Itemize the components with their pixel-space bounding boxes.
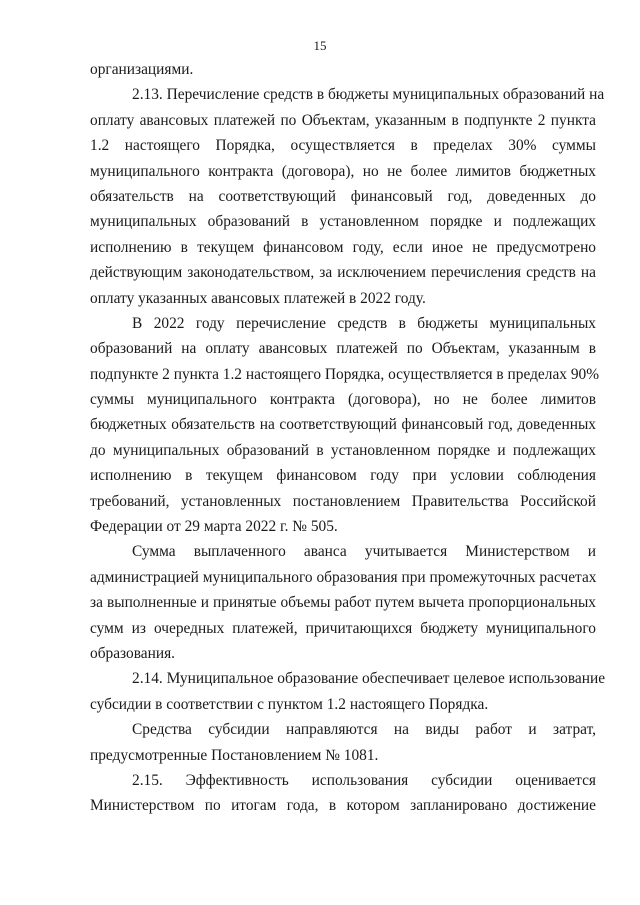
text-line: муниципального контракта (договора), но не более лимитов бюджетных [90,162,596,180]
text-line: за выполненные и принятые объемы работ путем вычета пропорциональных [90,594,596,612]
text-line: субсидии в соответствии с пунктом 1.2 настоящего Порядка. [90,695,489,713]
text-line: Сумма выплаченного аванса учитывается Министерством и [132,543,596,561]
text-line: исполнению в текущем финансовом году, если иное не предусмотрено [90,238,596,256]
text-line: до муниципальных образований в установленном порядке и подлежащих [90,441,596,459]
text-line: Министерством по итогам года, в котором запланировано достижение [90,797,596,815]
text-line: суммы муниципального контракта (договора), но не более лимитов [90,391,596,409]
text-line: Средства субсидии направляются на виды работ и затрат, [132,721,596,739]
text-line: В 2022 году перечисление средств в бюджеты муниципальных [132,314,596,332]
text-line: обязательств на соответствующий финансовый год, доведенных до [90,187,596,205]
text-line: 2.15. Эффективность использования субсидии оценивается [132,771,596,789]
text-line: подпункте 2 пункта 1.2 настоящего Порядка, осуществляется в пределах 90% [90,365,600,383]
text-line: образования. [90,644,176,662]
text-line: образований на оплату авансовых платежей по Объектам, указанным в [90,340,596,358]
text-line: сумм из очередных платежей, причитающихся бюджету муниципального [90,619,596,637]
page-number: 15 [313,38,327,53]
text-line: действующим законодательством, за исключением перечисления средств на [90,264,596,282]
text-line: требований, установленных постановлением Правительства Российской [90,492,596,510]
text-line: оплату авансовых платежей по Объектам, указанным в подпункте 2 пункта [90,111,596,129]
text-line: бюджетных обязательств на соответствующий финансовый год, доведенных [90,416,596,434]
document-body [90,57,606,819]
text-line: оплату указанных авансовых платежей в 2022 году. [90,289,426,307]
text-line: организациями. [90,61,194,78]
text-line: 2.14. Муниципальное образование обеспечивает целевое использование [132,670,606,688]
text-line: Федерации от 29 марта 2022 г. № 505. [90,518,338,536]
text-line: предусмотренные Постановлением № 1081. [90,746,379,764]
text-line: 2.13. Перечисление средств в бюджеты муниципальных образований на [132,86,605,104]
text-line: исполнению в текущем финансовом году при условии соблюдения [90,467,596,485]
text-line: 1.2 настоящего Порядка, осуществляется в пределах 30% суммы [90,137,596,155]
text-line: муниципальных образований в установленном порядке и подлежащих [90,213,596,231]
text-line: администрацией муниципального образования при промежуточных расчетах [90,568,597,586]
